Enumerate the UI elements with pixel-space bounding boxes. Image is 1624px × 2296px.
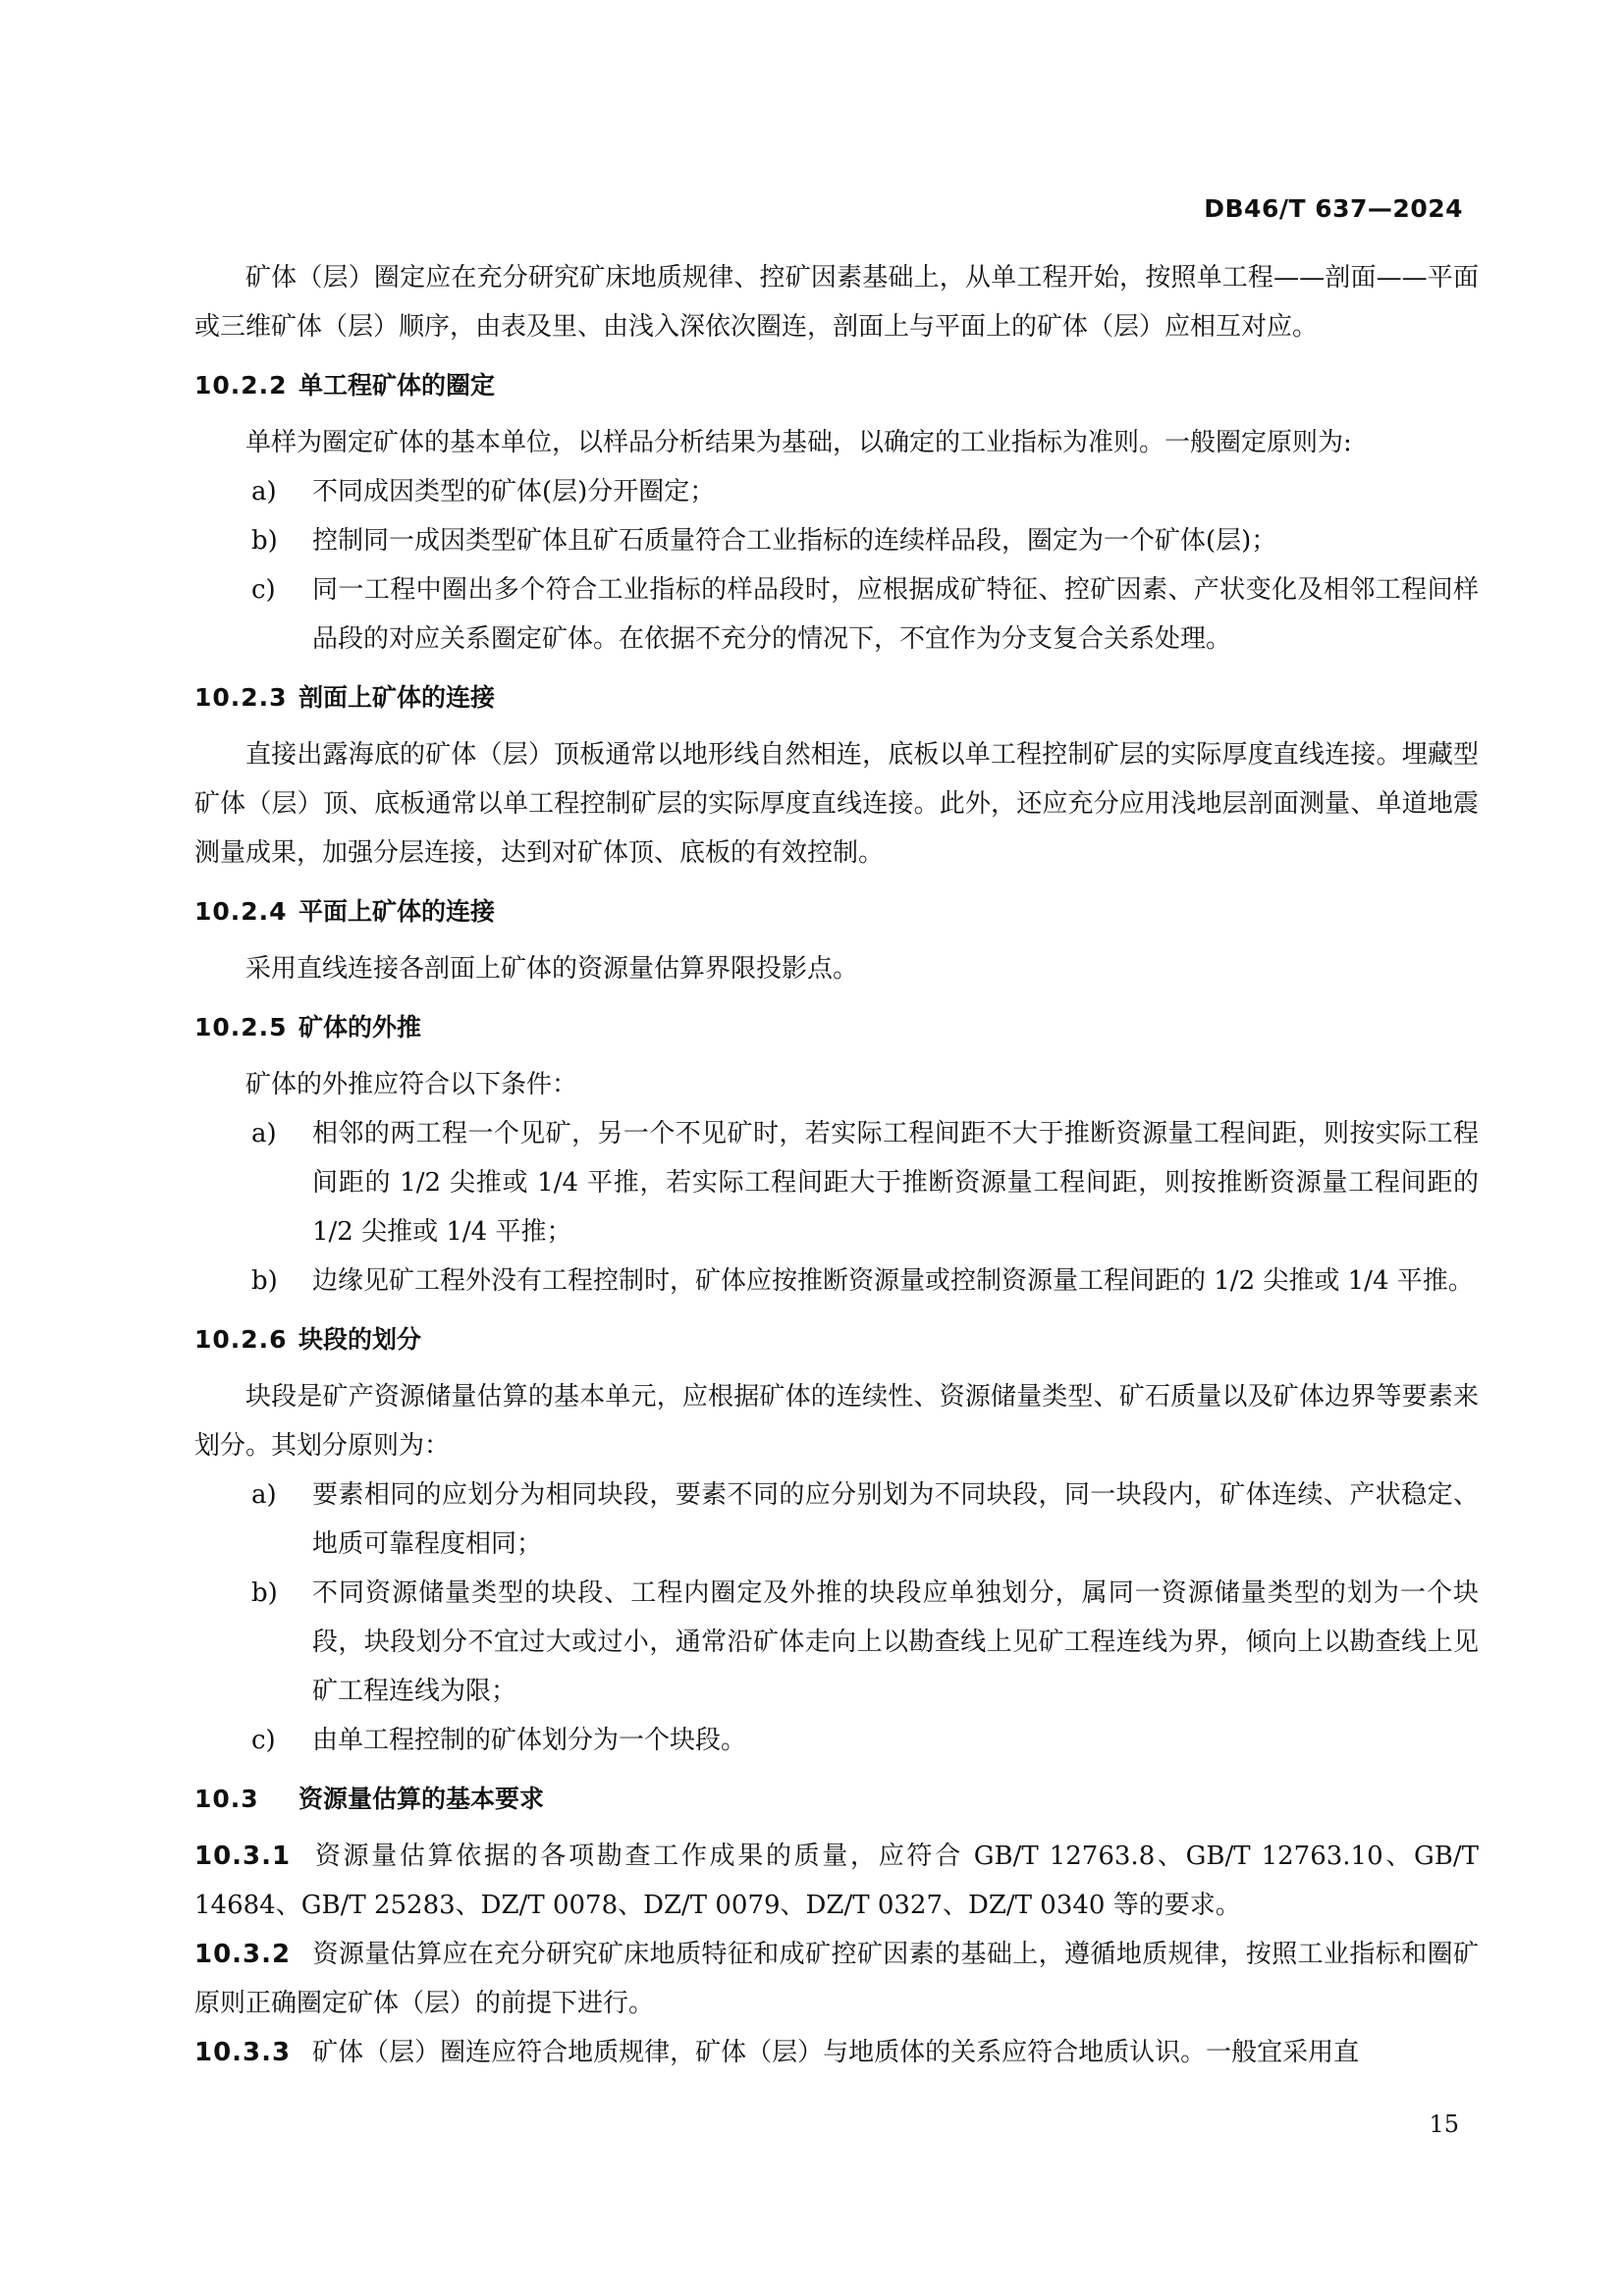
section-lead: 矿体的外推应符合以下条件： [245,1070,578,1099]
section-lead: 块段是矿产资源储量估算的基本单元，应根据矿体的连续性、资源储量类型、矿石质量以及矿体边界等要素来划分。其划分原则为： [194,1382,1479,1461]
list-marker: c) [251,1726,276,1755]
document-code: DB46/T 637—2024 [1204,194,1463,223]
clause-text: 矿体（层）圈连应符合地质规律，矿体（层）与地质体的关系应符合地质认识。一般宜采用直 [312,2038,1360,2067]
section-lead: 单样为圈定矿体的基本单位，以样品分析结果为基础，以确定的工业指标为准则。一般圈定原则为: [245,428,1352,457]
list-marker: b) [251,1578,278,1608]
list-text: 同一工程中圈出多个符合工业指标的样品段时，应根据成矿特征、控矿因素、产状变化及相邻工程间样品段的对应关系圈定矿体。在依据不充分的情况下，不宜作为分支复合关系处理。 [312,575,1479,654]
clause-number: 10.3.2 [194,1940,292,1969]
list-marker: c) [251,575,276,605]
list-text: 要素相同的应划分为相同块段，要素不同的应分别划为不同块段，同一块段内，矿体连续、产状稳定、地质可靠程度相同； [312,1480,1479,1559]
list-item [194,467,1479,516]
section-title: 矿体的外推 [298,1013,422,1041]
clause-number: 10.3.3 [194,2038,292,2067]
list-item [194,1109,1479,1256]
list-item [194,1569,1479,1716]
list-text: 不同成因类型的矿体(层)分开圈定； [312,477,716,507]
section-heading-10-2-6 [194,1315,1479,1364]
list-item [194,1716,1479,1765]
section-title: 剖面上矿体的连接 [298,683,496,712]
intro-paragraph: 矿体（层）圈定应在充分研究矿床地质规律、控矿因素基础上，从单工程开始，按照单工程——剖面——平面或三维矿体（层）顺序，由表及里、由浅入深依次圈连，剖面上与平面上的矿体（层）应相互对应。 [194,263,1479,342]
clause-number: 10.3.1 [194,1842,292,1871]
list-item [194,1256,1479,1306]
section-title: 单工程矿体的圈定 [298,371,496,400]
clause-10-3-1 [194,1832,1479,1930]
section-title: 平面上矿体的连接 [298,897,496,926]
clause-text: 资源量估算依据的各项勘查工作成果的质量，应符合 GB/T 12763.8、GB/T 12763.10、GB/T 14684、GB/T 25283、DZ/T 0078、DZ/T 0079、DZ/T 0327、DZ/T 0340 等的要求。 [194,1842,1479,1920]
section-number: 10.2.3 [194,683,288,712]
section-number: 10.2.6 [194,1325,288,1354]
list-item [194,516,1479,565]
list-text: 边缘见矿工程外没有工程控制时，矿体应按推断资源量或控制资源量工程间距的 1/2 尖推或 1/4 平推。 [312,1266,1474,1296]
clause-10-3-2 [194,1930,1479,2028]
section-paragraph: 采用直线连接各剖面上矿体的资源量估算界限投影点。 [245,954,859,984]
section-paragraph: 直接出露海底的矿体（层）顶板通常以地形线自然相连，底板以单工程控制矿层的实际厚度直线连接。埋藏型矿体（层）顶、底板通常以单工程控制矿层的实际厚度直线连接。此外，还应充分应用浅地层剖面测量、单道地震测量成果，加强分层连接，达到对矿体顶、底板的有效控制。 [194,740,1479,868]
list-text: 由单工程控制的矿体划分为一个块段。 [312,1726,747,1755]
list-text: 不同资源储量类型的块段、工程内圈定及外推的块段应单独划分，属同一资源储量类型的划为一个块段，块段划分不宜过大或过小，通常沿矿体走向上以勘查线上见矿工程连线为界，倾向上以勘查线上见矿工程连线为限； [312,1578,1479,1706]
clause-text: 资源量估算应在充分研究矿床地质特征和成矿控矿因素的基础上，遵循地质规律，按照工业指标和圈矿原则正确圈定矿体（层）的前提下进行。 [194,1940,1479,2018]
list-marker: a) [251,1480,277,1510]
section-number: 10.2.5 [194,1013,288,1041]
list-item [194,565,1479,664]
section-heading-10-2-5 [194,1003,1479,1052]
section-heading-10-3 [194,1775,1479,1824]
list-marker: a) [251,477,277,507]
section-number: 10.3 [194,1785,259,1813]
list-text: 控制同一成因类型矿体且矿石质量符合工业指标的连续样品段，圈定为一个矿体(层)； [312,526,1277,556]
list-marker: b) [251,1266,278,1296]
section-title: 资源量估算的基本要求 [298,1785,545,1813]
list-marker: b) [251,526,278,556]
section-heading-10-2-4 [194,887,1479,936]
section-number: 10.2.2 [194,371,288,400]
section-number: 10.2.4 [194,897,288,926]
section-heading-10-2-2 [194,361,1479,410]
clause-10-3-3 [194,2028,1479,2077]
document-body [194,253,1479,2077]
list-text: 相邻的两工程一个见矿，另一个不见矿时，若实际工程间距不大于推断资源量工程间距，则按实际工程间距的 1/2 尖推或 1/4 平推，若实际工程间距大于推断资源量工程间距，则按推断资源量工程间距的 1/2 尖推或 1/4 平推； [312,1119,1479,1247]
section-heading-10-2-3 [194,673,1479,722]
list-marker: a) [251,1119,277,1148]
page-number: 15 [1429,2110,1459,2138]
list-item [194,1470,1479,1569]
section-title: 块段的划分 [298,1325,422,1354]
